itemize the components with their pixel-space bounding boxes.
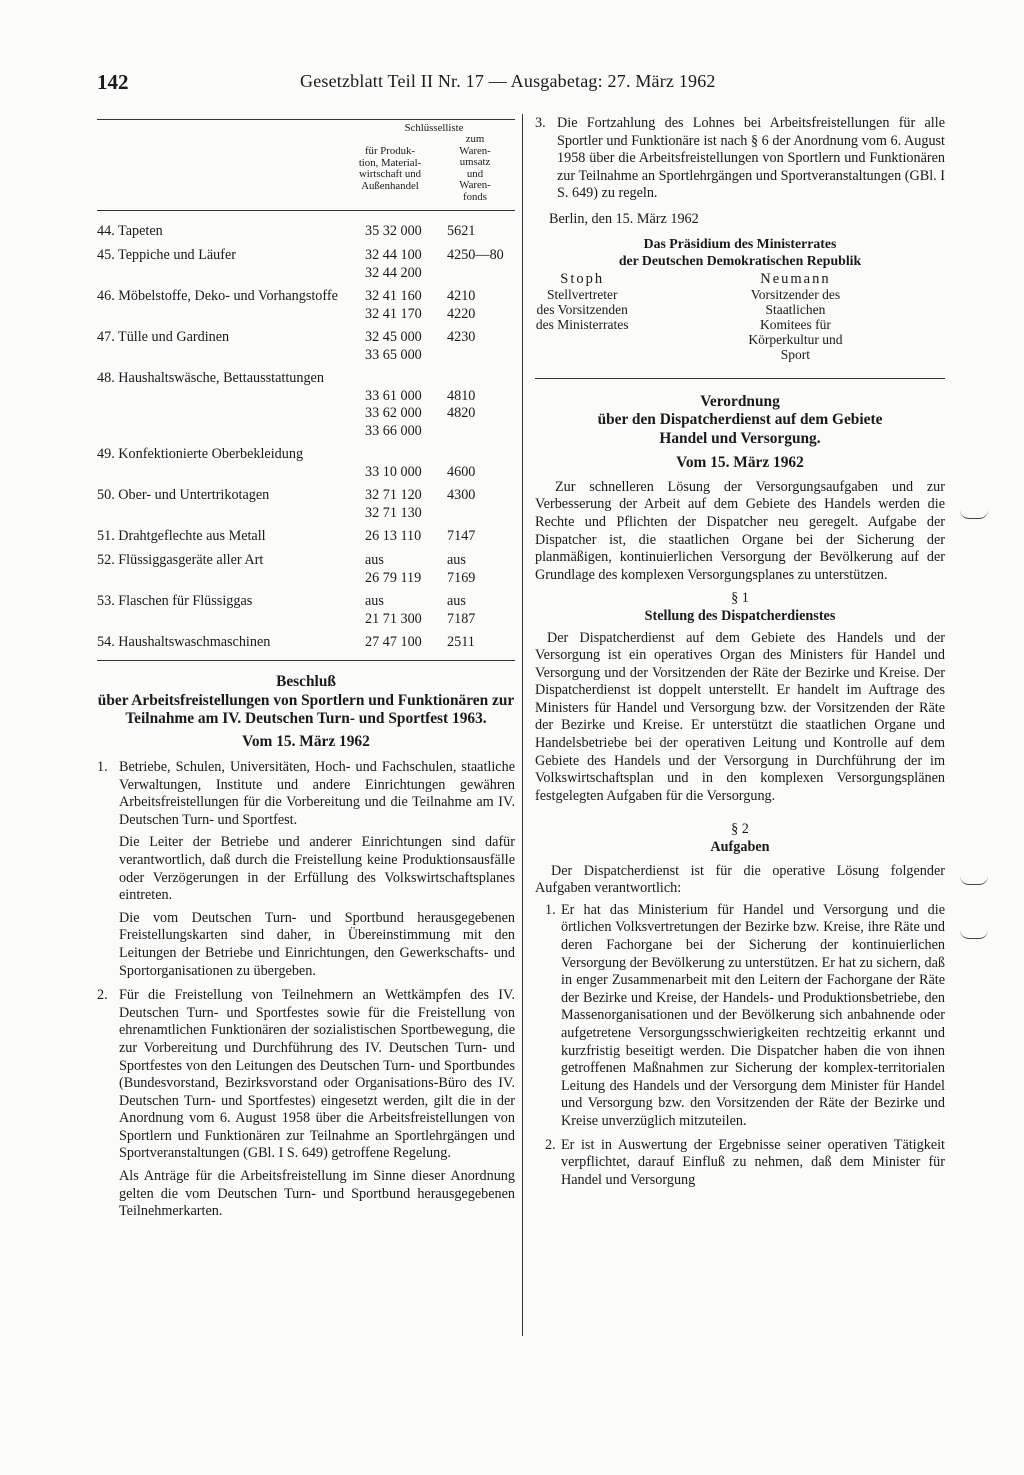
cell-key-trade: aus 7187 xyxy=(447,593,476,627)
table-row xyxy=(97,370,515,440)
cell-key-production: 32 45 000 33 65 000 xyxy=(365,329,422,363)
table-top-rule xyxy=(97,119,515,120)
signatories xyxy=(535,272,945,362)
verordnung-date: Vom 15. März 1962 xyxy=(676,454,804,472)
margin-mark xyxy=(960,510,988,519)
verordnung-intro: Zur schnelleren Lösung der Versorgungsaufgaben und zur Verbesserung der Arbeit auf dem Gebiete des Handels werden die Rechte und Pflichten der Dispatcher neu geregelt. Aufgabe der Dispatcher ist, die staatlichen Organe bei der Sicherung der planmäßigen, kontinuierlichen Versorgung der Bevölkerung auf der Grundlage des komplexen Versorgungsplanes zu unterstützen. xyxy=(535,478,945,583)
table-row xyxy=(97,223,515,241)
paragraph: Für die Freistellung von Teilnehmern an Wettkämpfen des IV. Deutschen Turn- und Sportfestes sowie für die Freistellung von ehrenamtlichen Funktionären der sozialistischen Sportbewegung, die zur Vorbereitung und Durchführung des IV. Deutschen Turn- und Sportfestes von den Leitungen des Deutschen Turn- und Sportbundes (Bundesvorstand, Bezirksvorstand oder Organisations-Büro des IV. Deutschen Turn- und Sportfestes) eingesetzt werden, gilt die in der Anordnung vom 6. August 1958 über die Arbeitsfreistellungen von Sportlern und Funktionären zur Teilnahme an Sportlehrgängen und Sportveranstaltungen (GBl. I S. 649) getroffene Regelung. xyxy=(119,987,515,1162)
cell-key-trade: 4250—80 xyxy=(447,247,504,263)
running-title: Gesetzblatt Teil II Nr. 17 — Ausgabetag: 27. März 1962 xyxy=(300,71,716,91)
row-label: 51. Drahtgeflechte aus Metall xyxy=(97,528,266,544)
page-header xyxy=(97,70,957,98)
signatory-2 xyxy=(748,272,945,362)
section-1-text: Der Dispatcherdienst auf dem Gebiete des Handels und der Versorgung ist ein operatives Organ des Ministers für Handel und Versorgung und der Vorsitzenden der Räte der Bezirke und Kreise. Der Dispatcherdienst ist doppelt unterstellt. Er handelt im Auftrage des Ministers für Handel und Versorgung bzw. der Vorsitzenden der Räte der Bezirke und Kreise. Er unterstützt die staatlichen Organe und Handelsbetriebe bei der operativen Leitung und Kontrolle auf dem Gebiete des Handels und der Versorgung in Durchführung der im Volkswirtschaftsplan und in den komplexen Versorgungsplänen festgelegten Aufgaben für die Versorgung. xyxy=(535,629,945,804)
cell-key-trade: aus 7169 xyxy=(447,552,476,586)
item-number: 2. xyxy=(97,987,108,1004)
cell-key-trade: 5621 xyxy=(447,223,476,239)
cell-key-trade: 4210 4220 xyxy=(447,288,476,322)
row-label: 46. Möbelstoffe, Deko- und Vorhangstoffe xyxy=(97,288,338,304)
item-number: 2. xyxy=(545,1136,556,1153)
beschluss-item-1 xyxy=(97,759,515,980)
table-row xyxy=(97,329,515,364)
table-row xyxy=(97,288,515,323)
section-1-number: § 1 xyxy=(731,590,749,607)
page-number: 142 xyxy=(97,70,129,94)
verordnung-title: Verordnung über den Dispatcherdienst auf dem Gebiete Handel und Versorgung. xyxy=(597,392,883,447)
section-2-number: § 2 xyxy=(731,821,749,838)
left-column xyxy=(97,115,515,1221)
column-divider xyxy=(522,114,523,1336)
row-label: 44. Tapeten xyxy=(97,223,163,239)
table-row xyxy=(97,552,515,587)
table-row xyxy=(97,634,515,652)
table-col2-header: zum Waren- umsatz und Waren- fonds xyxy=(459,133,491,203)
cell-key-production: 32 44 100 32 44 200 xyxy=(365,247,422,281)
signer-title: Stellvertreter des Vorsitzenden des Ministerrates xyxy=(535,286,629,332)
row-label: 54. Haushaltswaschmaschinen xyxy=(97,634,271,650)
cell-key-production: 35 32 000 xyxy=(365,223,422,239)
cell-key-trade: 4600 xyxy=(447,463,476,480)
signatory-1 xyxy=(535,272,732,362)
separator-rule xyxy=(535,378,945,379)
section-1-title: Stellung des Dispatcherdienstes xyxy=(644,607,836,624)
signer-name: Stoph xyxy=(560,270,605,287)
signer-name: Neumann xyxy=(760,270,831,287)
row-label: 48. Haushaltswäsche, Bettausstattungen xyxy=(97,370,324,386)
beschluss-item-3 xyxy=(535,115,945,203)
table-group-header: Schlüsselliste xyxy=(404,122,464,134)
paragraph: Die Leiter der Betriebe und anderer Einrichtungen sind dafür verantwortlich, daß durch die Freistellung keine Produktionsausfälle oder Verzögerungen in der Erfüllung des Volkswirtschaftsplanes eintreten. xyxy=(119,834,515,904)
row-label: 50. Ober- und Untertrikotagen xyxy=(97,487,270,503)
row-label: 53. Flaschen für Flüssiggas xyxy=(97,593,253,609)
cell-key-production: 27 47 100 xyxy=(365,634,422,650)
cell-key-trade: 7147 xyxy=(447,528,476,544)
table-row xyxy=(97,528,515,546)
table-row xyxy=(97,593,515,628)
cell-key-trade: 4230 xyxy=(447,329,476,345)
section-2-title: Aufgaben xyxy=(710,839,770,856)
right-column xyxy=(535,115,945,1189)
beschluss-title: Beschluß über Arbeitsfreistellungen von Sportlern und Funktionären zur Teilnahme am IV. Deutschen Turn- und Sportfest 1963. xyxy=(97,673,515,727)
paragraph: Die Fortzahlung des Lohnes bei Arbeitsfreistellungen für alle Sportler und Funktionäre ist nach § 6 der Anordnung vom 6. August 1958 über die Arbeitsfreistellungen von Sportlern und Funktionären zur Teilnahme an Sportlehrgängen und Sportveranstaltungen (GBl. I S. 649) zu regeln. xyxy=(557,115,945,202)
paragraph: Als Anträge für die Arbeitsfreistellung im Sinne dieser Anordnung gelten die vom Deutschen Turn- und Sportbund herausgegebenen Teilnehmerkarten. xyxy=(119,1168,515,1220)
margin-mark xyxy=(960,876,988,885)
table-row xyxy=(97,487,515,522)
item-number: 3. xyxy=(535,115,546,131)
cell-key-production: 26 13 110 xyxy=(365,528,422,544)
cell-key-trade: 2511 xyxy=(447,634,475,650)
paragraph: Er ist in Auswertung der Ergebnisse seiner operativen Tätigkeit verpflichtet, darauf Einfluß zu nehmen, daß dem Minister für Handel und Versorgung xyxy=(561,1136,945,1188)
item-number: 1. xyxy=(97,759,108,775)
cell-key-production: 32 41 160 32 41 170 xyxy=(365,288,422,322)
margin-mark xyxy=(960,930,988,939)
issuing-authority: Das Präsidium des Ministerrates der Deutschen Demokratischen Republik xyxy=(618,235,862,269)
cell-key-production: aus 21 71 300 xyxy=(365,593,422,627)
paragraph: Betriebe, Schulen, Universitäten, Hoch- und Fachschulen, staatliche Verwaltungen, Institute und andere Einrichtungen gewähren Arbeitsfreistellungen für die Vorbereitung und die Teilnahme am IV. Deutschen Turn- und Sportfest. xyxy=(119,759,515,828)
table-col1-header: für Produk- tion, Material- wirtschaft und Außenhandel xyxy=(358,145,422,192)
separator-rule xyxy=(97,660,515,661)
table-row xyxy=(97,247,515,282)
row-label: 49. Konfektionierte Oberbekleidung xyxy=(97,446,304,462)
cell-key-production: 33 61 000 33 62 000 33 66 000 xyxy=(365,387,422,439)
table-body xyxy=(97,223,515,652)
place-date: Berlin, den 15. März 1962 xyxy=(549,210,699,227)
section-2-item-2 xyxy=(535,1137,945,1190)
beschluss-date: Vom 15. März 1962 xyxy=(242,732,370,750)
paragraph: Er hat das Ministerium für Handel und Versorgung und die örtlichen Volksvertretungen der Bezirke bzw. Kreise, ihre Räte und deren Fachorgane bei der Sicherung der kontinuierlichen Versorgung der Bevölkerung zu unterstützen. Er hat zu sichern, daß in enger Zusammenarbeit mit den Leitern der Fachorgane der Räte der Bezirke und Kreise, der Handels- und Produktionsbetriebe, den Massenorganisationen und der Bevölkerung sich anbahnende oder aufgetretene Versorgungsschwierigkeiten rechtzeitig erkannt und kurzfristig beseitigt werden. Die Dispatcher haben die von ihnen getroffenen Maßnahmen zur Sicherung der komplex-territorialen Leitung des Handels und der Versorgung dem Minister für Handel und Versorgung bzw. den Vorsitzenden der Räte der Bezirke und Kreise unverzüglich mitzuteilen. xyxy=(561,901,945,1129)
cell-key-trade: 4300 xyxy=(447,487,476,503)
item-number: 1. xyxy=(545,901,556,918)
table-header xyxy=(97,115,515,215)
signer-title: Vorsitzender des Staatlichen Komitees für Körperkultur und Sport xyxy=(748,286,843,362)
section-2-intro: Der Dispatcherdienst ist für die operative Lösung folgender Aufgaben verantwortlich: xyxy=(535,862,945,897)
row-label: 52. Flüssiggasgeräte aller Art xyxy=(97,552,264,568)
table-row xyxy=(97,446,515,481)
cell-key-trade: 4810 4820 xyxy=(447,387,476,422)
cell-key-production: aus 26 79 119 xyxy=(365,552,422,586)
section-2-item-1 xyxy=(535,902,945,1131)
cell-key-production: 32 71 120 32 71 130 xyxy=(365,487,422,521)
row-label: 45. Teppiche und Läufer xyxy=(97,247,236,263)
row-label: 47. Tülle und Gardinen xyxy=(97,329,230,345)
paragraph: Die vom Deutschen Turn- und Sportbund herausgegebenen Freistellungskarten sind daher, in Übereinstimmung mit den Leitungen der Betriebe und Einrichtungen, den Gewerkschafts- und Sportorganisationen zu übergeben. xyxy=(119,909,515,979)
beschluss-item-2 xyxy=(97,987,515,1221)
cell-key-production: 33 10 000 xyxy=(365,463,422,480)
table-header-rule xyxy=(97,210,515,211)
